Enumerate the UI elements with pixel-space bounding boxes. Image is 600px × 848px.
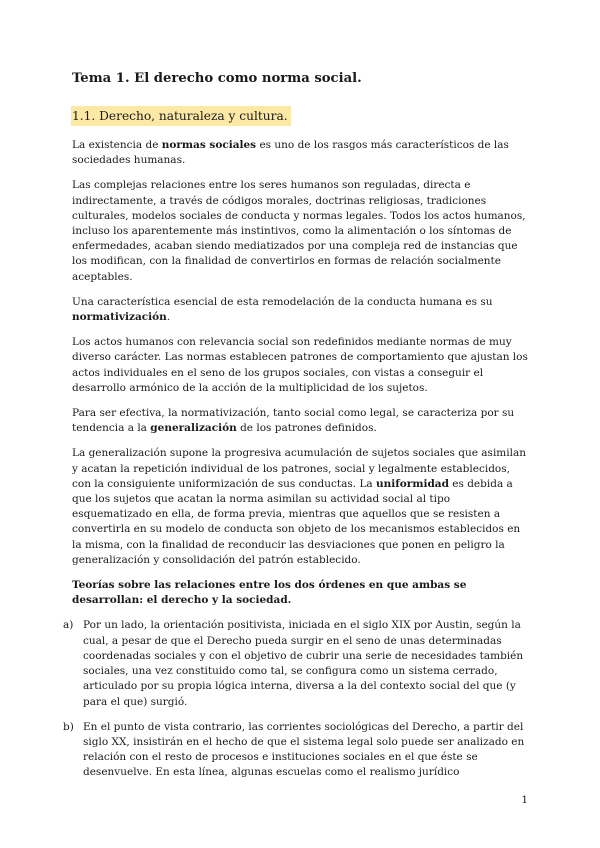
list-item bbox=[63, 618, 528, 709]
paragraph-5 bbox=[72, 406, 528, 436]
page-number: 1 bbox=[521, 794, 528, 806]
theories-list bbox=[63, 618, 528, 780]
list-item bbox=[63, 720, 528, 781]
document-page bbox=[63, 70, 528, 791]
paragraph-6-text-a: La generalización supone la progresiva acumulación de sujetos sociales que asimilan y acatan la repetición individual de los patrones, social y legalmente establecidos, con la consiguiente uniformización de sus conductas. La bbox=[72, 447, 526, 490]
list-marker: a) bbox=[63, 619, 74, 632]
paragraph-5-text-a: Para ser efectiva, la normativización, tanto social como legal, se caracteriza por su tendencia a la bbox=[72, 407, 515, 435]
paragraph-1-text-c: es uno de los rasgos más característicos de las sociedades humanas. bbox=[72, 139, 509, 167]
paragraph-3-bold: normativización bbox=[72, 311, 167, 324]
paragraph-1-bold: normas sociales bbox=[161, 139, 257, 151]
list-item-text: En el punto de vista contrario, las corrientes sociológicas del Derecho, a partir del siglo XX, insistirán en el hecho de que el sistema legal solo puede ser analizado en relación con el resto de procesos e instituciones sociales en el que éste se desenvuelve. En esta línea, algunas escuelas como el realismo jurídico bbox=[83, 720, 525, 779]
theories-heading: Teorías sobre las relaciones entre los dos órdenes en que ambas se desarrollan: el derecho y la sociedad. bbox=[72, 579, 467, 607]
list-marker: b) bbox=[63, 720, 74, 733]
paragraph-6-text-c: es debida a que los sujetos que acatan la norma asimilan su actividad social al tipo esquematizado en ella, de forma previa, mientras que aquellos que se resisten a convertirla en su modelo de conducta son objeto de los mecanismos establecidos en la misma, con la finalidad de reconducir las desviaciones que ponen en peligro la generalización y consolidación del patrón establecido. bbox=[72, 477, 521, 566]
paragraph-1 bbox=[72, 138, 528, 168]
paragraph-5-bold: generalización bbox=[150, 422, 237, 435]
paragraph-4: Los actos humanos con relevancia social son redefinidos mediante normas de muy diverso carácter. Las normas establecen patrones de comportamiento que ajustan los actos individuales en el seno de los grupos sociales, con vistas a conseguir el desarrollo armónico de la acción de la multiplicidad de los sujetos. bbox=[72, 336, 528, 394]
paragraph-1-text-a: La existencia de bbox=[72, 139, 162, 151]
paragraph-6 bbox=[72, 446, 528, 568]
paragraph-2: Las complejas relaciones entre los seres humanos son reguladas, directa e indirectamente, a través de códigos morales, doctrinas religiosas, tradiciones culturales, modelos sociales de conducta y normas legales. Todos los actos humanos, incluso los aparentemente más instintivos, como la alimentación o los síntomas de enfermedades, acaban siendo mediatizados por una compleja red de instancias que los modifican, con la finalidad de convertirlos en formas de relación socialmente aceptables. bbox=[72, 179, 526, 283]
paragraph-3-text-a: Una característica esencial de esta remodelación de la conducta humana es su bbox=[72, 295, 493, 308]
paragraph-6-bold: uniformidad bbox=[376, 477, 449, 490]
page-title: Tema 1. El derecho como norma social. bbox=[72, 71, 362, 86]
paragraph-3-text-c: . bbox=[166, 311, 171, 324]
paragraph-5-text-c: de los patrones definidos. bbox=[236, 422, 377, 435]
paragraph-3 bbox=[72, 295, 528, 325]
section-heading: 1.1. Derecho, naturaleza y cultura. bbox=[71, 106, 291, 126]
list-item-text: Por un lado, la orientación positivista, iniciada en el siglo XIX por Austin, según la cual, a pesar de que el Derecho pueda surgir en el seno de unas determinadas coordenadas sociales y con el objetivo de cubrir una serie de necesidades también sociales, una vez constituido como tal, se configura como un sistema cerrado, articulado por su propia lógica interna, diversa a la del contexto social del que (y para el que) surgió. bbox=[83, 619, 524, 708]
